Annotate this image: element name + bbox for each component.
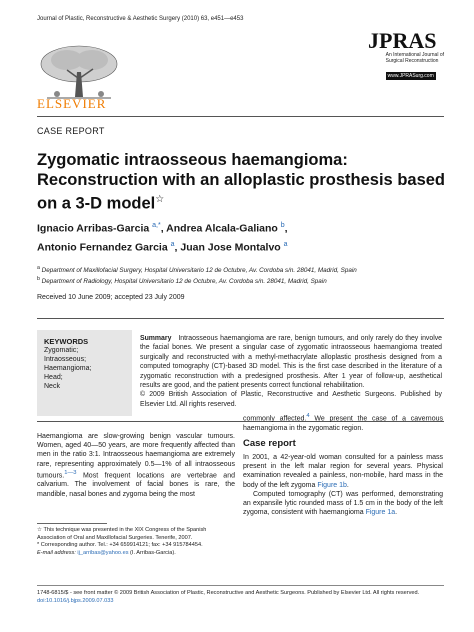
author-affiliation-ref[interactable]: a (170, 240, 175, 248)
author-name: Andrea Alcala-Galiano (166, 222, 278, 235)
footer-divider (37, 585, 444, 586)
footnote (37, 550, 235, 558)
keywords-box (37, 330, 132, 416)
affiliations (37, 264, 457, 286)
author-list (37, 218, 457, 255)
article-type: CASE REPORT (37, 126, 105, 136)
footnote-text: Corresponding author. Tel.: +34 659914121; fax: +34 915784454. (40, 542, 203, 548)
abstract-top-divider (37, 318, 444, 319)
doi-link[interactable]: doi:10.1016/j.bjps.2009.07.033 (37, 597, 114, 604)
affiliation-marker: a (37, 265, 40, 271)
citation-ref[interactable]: 4 (306, 413, 310, 419)
citation-ref[interactable]: 1—3 (64, 469, 77, 476)
email-label: E-mail address: (37, 549, 78, 556)
author-name: Ignacio Arribas-Garcia (37, 222, 150, 235)
footnote-text: (I. Arribas-Garcia). (128, 549, 176, 556)
affiliation-marker: b (37, 276, 40, 283)
email-link[interactable]: ij_arribas@yahoo.es (77, 549, 129, 556)
author-separator: , (284, 222, 288, 235)
author-affiliation-ref[interactable]: a (283, 240, 288, 248)
abstract (140, 334, 442, 409)
keyword: Zygomatic; (44, 347, 79, 354)
affiliation-item (37, 275, 457, 286)
article-title-text: Zygomatic intraosseous haemangioma: Reconstruction with an alloplastic prosthesis based on a 3-D model (37, 151, 446, 213)
jpras-subtitle: Surgical Reconstruction (385, 58, 439, 64)
body-column-left (37, 432, 235, 499)
abstract-copyright: © 2009 British Association of Plastic, Reconstructive and Aesthetic Surgeons. Published by Elsevier Ltd. All rights reserved. (140, 391, 442, 408)
figure-link[interactable]: Figure 1a (365, 509, 396, 517)
abstract-label: Summary (140, 335, 172, 342)
body-text: . (395, 509, 398, 517)
affiliation-item (37, 264, 457, 275)
footnote: ☆ This technique was presented in the XIX Congress of the Spanish Association of Oral and Maxillofacial Surgeries. Tenerife, 2007. (37, 527, 207, 541)
keywords-title: KEYWORDS (44, 337, 89, 346)
body-paragraph (243, 453, 443, 490)
author-affiliation-ref[interactable]: a,* (152, 222, 161, 229)
elsevier-wordmark: ELSEVIER (37, 96, 107, 111)
keyword: Haemangioma; (44, 365, 92, 372)
section-heading: Case report (243, 437, 296, 449)
body-text: Haemangioma are slow-growing benign vascular tumours. Women, aged 40—50 years, are more frequently affected than men in the ratio 3:1. Intraosseous haemangioma are extremely rare, representing approximately 0.5—1% of all intraosseous tumours. (37, 433, 235, 480)
keyword: Intraosseous; (44, 356, 87, 363)
header-divider (37, 116, 444, 117)
jpras-subtitle: An International Journal of (385, 52, 444, 58)
body-text: In 2001, a 42-year-old woman consulted for a painless mass present in the left malar region for several years. Physical examination revealed a painless, non-mobile, hard mass in the body of the left zygoma (243, 453, 443, 489)
body-paragraph (243, 412, 443, 433)
affiliation-text: Department of Maxillofacial Surgery, Hospital Universitario 12 de Octubre, Av. Cordoba s/n. 28041, Madrid, Spain (41, 267, 357, 275)
body-text: Computed tomography (CT) was performed, demonstrating an expansile lytic rounded mass of 1.5 cm in the body of the left zygoma, consistent with haemangioma (243, 490, 443, 517)
received-dates: Received 10 June 2009; accepted 23 July 2009 (37, 294, 185, 301)
keyword: Head; (44, 374, 63, 381)
affiliation-text: Department of Radiology, Hospital Universitario 12 de Octubre, Av. Cordoba s/n. 28041, Madrid, Spain (41, 278, 327, 286)
figure-link[interactable]: Figure 1b (317, 481, 347, 489)
footnote-divider (37, 523, 107, 524)
author-affiliation-ref[interactable]: b (280, 222, 285, 229)
journal-citation: Journal of Plastic, Reconstructive & Aesthetic Surgery (2010) 63, e451—e453 (37, 16, 244, 22)
body-text: Most frequent locations are vertebrae and calvarium. The involvement of facial bones is rare, the mandible, nasal bones and zygoma being the most (37, 472, 235, 498)
footnotes (37, 527, 235, 557)
body-text: . (346, 481, 349, 489)
issn-line: 1748-6815/$ - see front matter © 2009 British Association of Plastic, Reconstructive and Aesthetic Surgeons. Published by Elsevier Ltd. All rights reserved. (37, 590, 420, 596)
keyword: Neck (44, 383, 60, 390)
footnote: * Corresponding author. Tel.: +34 659914121; fax: +34 915784454. (37, 542, 203, 548)
author-separator: , (160, 222, 167, 235)
body-text: We present the case of a cavernous haemangioma in the zygomatic region. (243, 415, 443, 432)
jpras-url: www.JPRASurg.com (387, 73, 434, 79)
body-text: commonly affected. (243, 415, 307, 423)
article-title (37, 150, 447, 214)
jpras-logo (368, 30, 444, 96)
body-paragraph (243, 490, 443, 518)
jpras-title: JPRAS (368, 28, 437, 53)
title-footnote-marker[interactable]: ☆ (155, 194, 165, 205)
footnote-text: This technique was presented in the XIX Congress of the Spanish Association of Oral and Maxillofacial Surgeries. Tenerife, 2007. (37, 527, 207, 541)
author-name: Antonio Fernandez Garcia (37, 241, 168, 253)
abstract-text: Intraosseous haemangioma are rare, benign tumours, and only rarely do they involve the facial bones. We present a singular case of zygomatic intraosseous haemangioma treated surgically and reconstructed with a methyl-methacrylate alloplastic prosthesis designed from a computed tomography (CT)-based 3D model. This is the first case described in the literature of a zygomatic reconstruction with a predesigned prosthesis. After 1 year of follow-up, aesthetical results are good, and the patient presents correct functional rehabilitation. (140, 335, 443, 390)
body-column-right (243, 412, 443, 517)
author-name: Juan Jose Montalvo (180, 241, 281, 253)
issn-footer (37, 590, 447, 605)
author-separator: , (174, 241, 181, 253)
